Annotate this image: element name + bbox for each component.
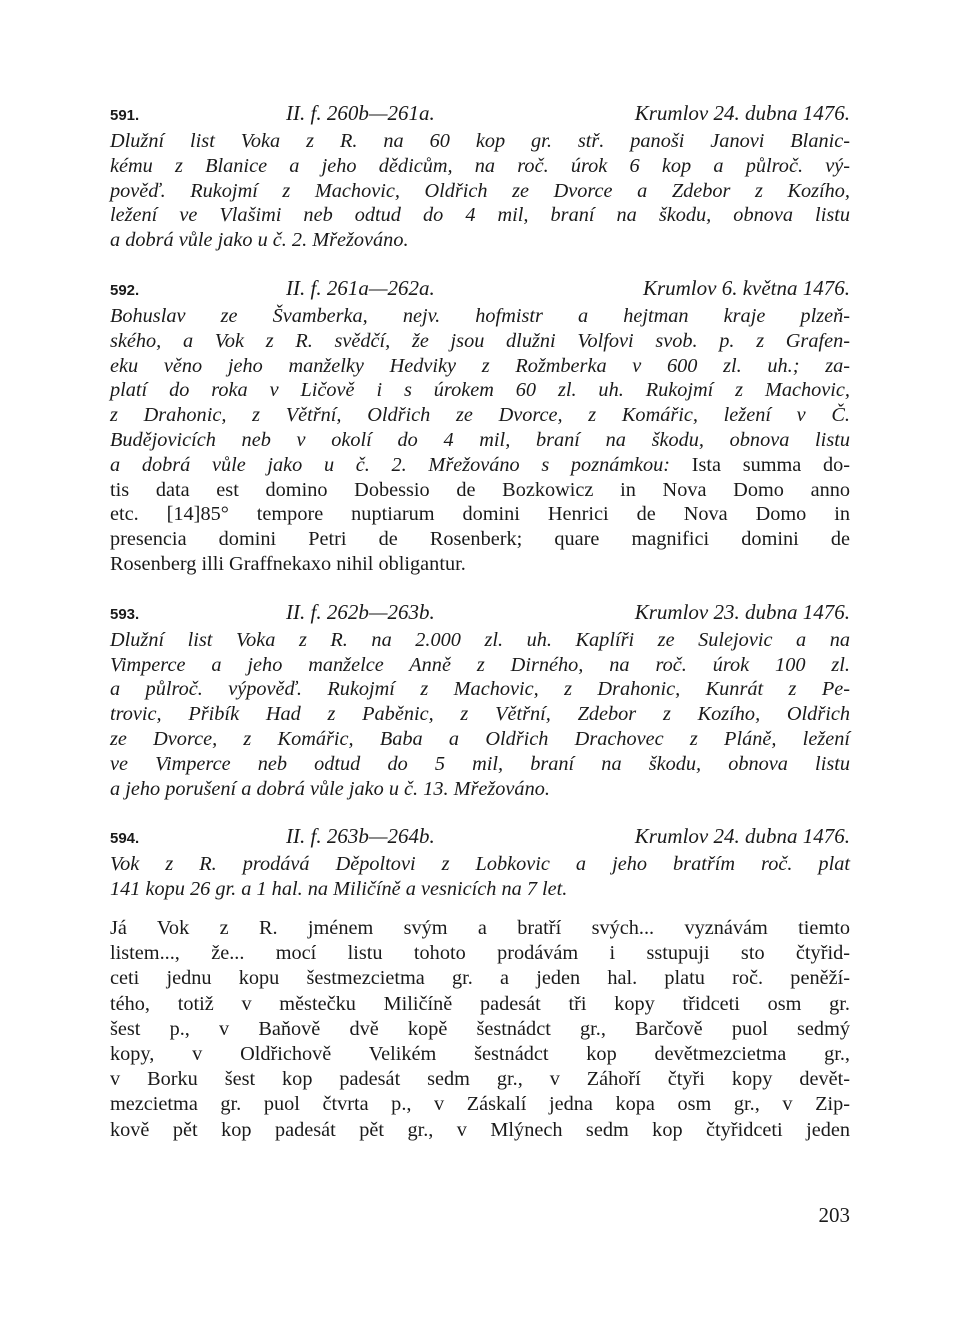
regest-text xyxy=(110,628,850,802)
entry-header xyxy=(110,275,850,304)
text-line: ve Vimperce neb odtud do 5 mil, braní na škodu, obnova listu xyxy=(110,752,850,775)
text-line: mezcietma gr. puol čtvrta p., v Záskalí jedna kopa osm gr., v Zip- xyxy=(110,1093,850,1116)
text-line: a půlroč. výpověď. Rukojmí z Machovic, z Drahonic, Kunrát z Pe- xyxy=(110,678,850,701)
text-line: kově pět kop padesát pět gr., v Mlýnech sedm kop čtyřidceti jeden xyxy=(110,1118,850,1141)
text-line: Dlužní list Voka z R. na 60 kop gr. stř. panoši Janovi Blanic- xyxy=(110,130,850,152)
entry-number: 592. xyxy=(110,281,140,299)
folio-reference: II. f. 260b—261a. xyxy=(286,101,435,125)
text-line: ského, a Vok z R. svědčí, že jsou dlužni Volfovi svob. p. z Grafen- xyxy=(110,329,850,352)
text-line: Já Vok z R. jménem svým a bratří svých... vyznávám tiemto xyxy=(110,916,850,939)
regest-text xyxy=(110,852,850,902)
document-text xyxy=(110,916,850,1143)
latin-note: etc. [14]85° tempore nuptiarum domini Henrici de Nova Domo in xyxy=(110,503,850,526)
folio-reference: II. f. 262b—263b. xyxy=(286,599,435,624)
text-line: Bohuslav ze Švamberka, nejv. hofmistr a hejtman kraje plzeň- xyxy=(110,304,850,327)
entry-592 xyxy=(110,275,850,577)
text-line: v Borku šest kop padesát sedm gr., v Záhoří čtyři kopy devět- xyxy=(110,1068,850,1091)
latin-note: Rosenberg illi Graffnekaxo nihil obligantur. xyxy=(110,552,466,575)
text-line: Dlužní list Voka z R. na 2.000 zl. uh. Kaplíři ze Sulejovic a na xyxy=(110,628,850,651)
text-line: Budějovicích neb v okolí do 4 mil, braní na škodu, obnova listu xyxy=(110,428,850,451)
entry-number: 591. xyxy=(110,107,140,124)
folio-reference: II. f. 261a—262a. xyxy=(286,275,435,300)
place-date: Krumlov 24. dubna 1476. xyxy=(634,824,850,849)
entry-591 xyxy=(110,100,850,253)
latin-note: presencia domini Petri de Rosenberk; quare magnifici domini de xyxy=(110,528,850,551)
text-line: ceti jednu kopu šestmezcietma gr. a jeden hal. platu roč. peněží- xyxy=(110,967,850,990)
entry-header xyxy=(110,100,850,129)
text-line: pověď. Rukojmí z Machovic, Oldřich ze Dvorce a Zdebor z Kozího, xyxy=(110,179,850,202)
text-line: Vimperce a jeho manželce Anně z Dirného, na roč. úrok 100 zl. xyxy=(110,653,850,676)
latin-note: Ista summa do- xyxy=(691,453,851,476)
entry-number: 594. xyxy=(110,830,140,848)
entry-header xyxy=(110,599,850,628)
text-line: listem..., že... mocí listu tohoto prodávám i sstupuji sto čtyřid- xyxy=(110,942,850,965)
text-line: ze Dvorce, z Komářic, Baba a Oldřich Drachovec z Pláně, ležení xyxy=(110,727,850,750)
entry-593 xyxy=(110,599,850,802)
page-number: 203 xyxy=(818,1203,850,1227)
text-line-mixed xyxy=(110,453,850,478)
place-date: Krumlov 24. dubna 1476. xyxy=(634,101,850,125)
text-line: ležení ve Vlašimi neb odtud do 4 mil, braní na škodu, obnova listu xyxy=(110,204,850,227)
page-content xyxy=(110,100,850,1165)
entry-header xyxy=(110,823,850,852)
text-line: a dobrá vůle jako u č. 2. Mřežováno. xyxy=(110,229,409,252)
text-line: a dobrá vůle jako u č. 2. Mřežováno s poznámkou: xyxy=(110,453,671,476)
text-line: Vok z R. prodává Děpoltovi z Lobkovic a jeho bratřím roč. plat xyxy=(110,853,850,876)
text-line: z Drahonic, z Větřní, Oldřich ze Dvorce, z Komářic, ležení v Č. xyxy=(110,404,850,427)
text-line: a jeho porušení a dobrá vůle jako u č. 13. Mřežováno. xyxy=(110,777,550,800)
text-line: tého, totiž v městečku Miličíně padesát tři kopy třidceti osm gr. xyxy=(110,992,850,1015)
folio-reference: II. f. 263b—264b. xyxy=(286,824,435,849)
text-line: šest p., v Baňově dvě kopě šestnádct gr., Barčově puol sedmý xyxy=(110,1017,850,1040)
regest-text xyxy=(110,129,850,253)
place-date: Krumlov 23. dubna 1476. xyxy=(634,599,850,624)
text-line: 141 kopu 26 gr. a 1 hal. na Miličíně a vesnicích na 7 let. xyxy=(110,878,568,901)
text-line: kopy, v Oldřichově Velikém šestnádct kop devětmezcietma gr., xyxy=(110,1042,850,1065)
text-line: kému z Blanice a jeho dědicům, na roč. úrok 6 kop a půlroč. vý- xyxy=(110,154,850,177)
entry-594 xyxy=(110,823,850,1142)
text-line: platí do roka v Ličově i s úrokem 60 zl. uh. Rukojmí z Machovic, xyxy=(110,379,850,402)
entry-number: 593. xyxy=(110,605,140,623)
latin-note: tis data est domino Dobessio de Bozkowicz in Nova Domo anno xyxy=(110,478,850,501)
text-line: eku věno jeho manželky Hedviky z Rožmberka v 600 zl. uh.; za- xyxy=(110,354,850,377)
text-line: trovic, Přibík Had z Paběnic, z Větřní, Zdebor z Kozího, Oldřich xyxy=(110,703,850,726)
regest-text xyxy=(110,304,850,577)
place-date: Krumlov 6. května 1476. xyxy=(642,275,850,300)
